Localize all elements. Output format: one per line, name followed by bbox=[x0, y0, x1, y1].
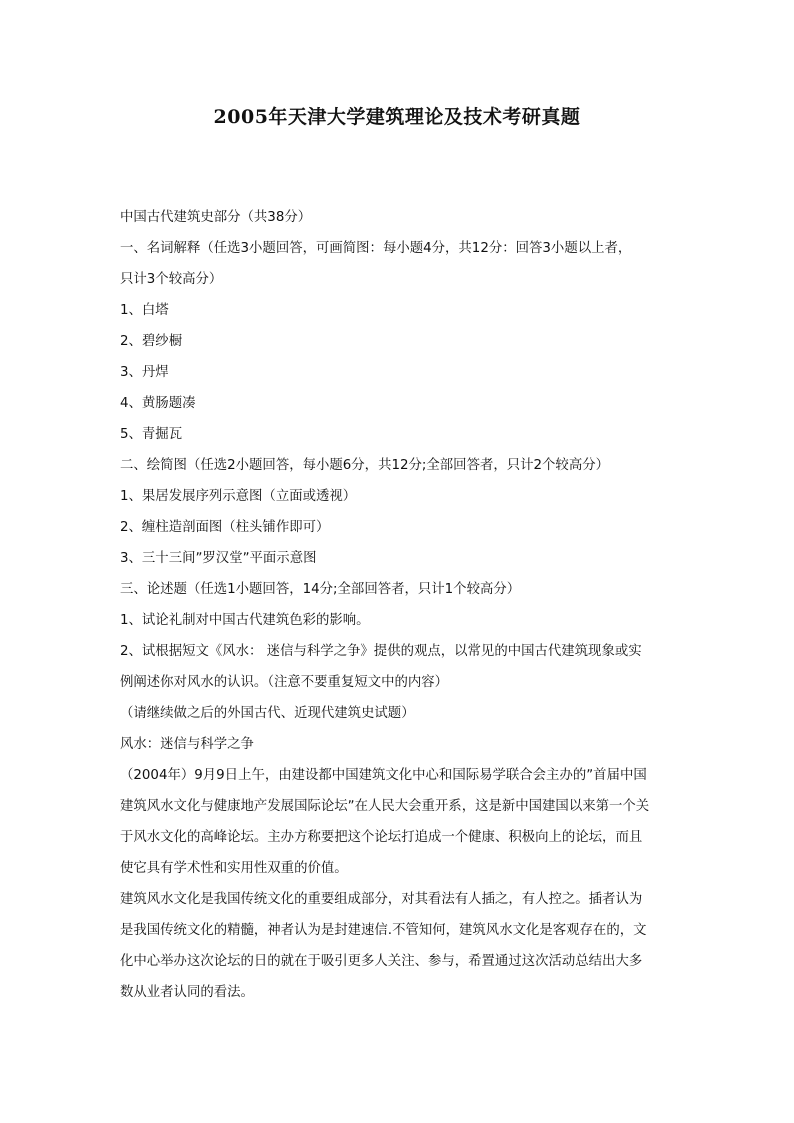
question-heading-essay: 三、论述题（任选1小题回答，14分;全部回答者，只计1个较高分） bbox=[120, 582, 521, 597]
article-title: 风水：迷信与科学之争 bbox=[120, 737, 254, 752]
paragraph-line: 是我国传统文化的精髓，神者认为是封建速信.不管知何，建筑风水文化是客观存在的，文 bbox=[120, 923, 647, 938]
paragraph-line: 数从业者认同的看法。 bbox=[120, 985, 254, 1000]
document-body bbox=[120, 202, 680, 1008]
paragraph-line: 于风水文化的高峰论坛。主办方称要把这个论坛打追成一个健康、积极向上的论坛，而且 bbox=[120, 830, 643, 845]
list-item: 1、果居发展序列示意图（立面或透视） bbox=[120, 489, 357, 504]
list-item: 1、白塔 bbox=[120, 303, 169, 318]
list-item: 3、三十三间ˮ罗汉堂ˮ平面示意图 bbox=[120, 551, 317, 566]
paragraph-line: 使它具有学术性和实用性双重的价值。 bbox=[120, 861, 348, 876]
list-item: 2、碧纱橱 bbox=[120, 334, 183, 349]
section-heading-chinese-ancient: 中国古代建筑史部分（共38分） bbox=[120, 210, 312, 225]
paragraph-line: 建筑风水文化是我国传统文化的重要组成部分，对其看法有人插之，有人控之。插者认为 bbox=[120, 892, 643, 907]
paragraph-line: （2004年）9月9日上午，由建设都中国建筑文化中心和国际易学联合会主办的ˮ首届中国 bbox=[120, 768, 647, 783]
paragraph-line: 建筑风水文化与健康地产发展国际论坛ˮ在人民大会重开系，这是新中国建国以来第一个关 bbox=[120, 799, 650, 814]
list-item-cont: 例阐述你对风水的认识。（注意不要重复短文中的内容） bbox=[120, 675, 449, 690]
question-heading-terms-cont: 只计3个较高分） bbox=[120, 272, 223, 287]
instruction-note: （请继续做之后的外国古代、近现代建筑史试题） bbox=[120, 706, 415, 721]
question-heading-terms: 一、名词解释（任选3小题回答，可画简图：每小题4分，共12分：回答3小题以上者， bbox=[120, 241, 632, 256]
list-item: 4、黄肠题凑 bbox=[120, 396, 196, 411]
list-item: 2、试根据短文《风水： 迷信与科学之争》提供的观点，以常见的中国古代建筑现象或实 bbox=[120, 644, 642, 659]
list-item: 3、丹焊 bbox=[120, 365, 169, 380]
list-item: 5、青掘瓦 bbox=[120, 427, 183, 442]
list-item: 1、试论礼制对中国古代建筑色彩的影响。 bbox=[120, 613, 370, 628]
list-item: 2、缠柱造剖面图（柱头铺作即可） bbox=[120, 520, 330, 535]
question-heading-drawing: 二、绘简图（任选2小题回答，每小题6分，共12分;全部回答者，只计2个较高分） bbox=[120, 458, 609, 473]
page-title: 2005年天津大学建筑理论及技术考研真题 bbox=[213, 106, 581, 128]
paragraph-line: 化中心举办这次论坛的日的就在于吸引更多人关注、参与，希置通过这次活动总结出大多 bbox=[120, 954, 643, 969]
